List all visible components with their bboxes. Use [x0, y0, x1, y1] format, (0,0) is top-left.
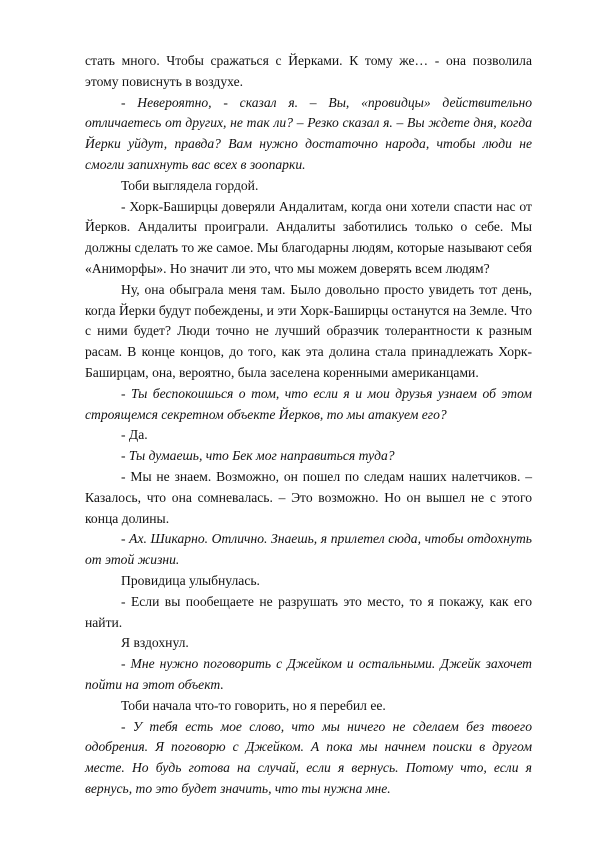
paragraph-16: - У тебя есть мое слово, что мы ничего не сделаем без твоего одобрения. Я поговорю с Джейком. А пока мы начнем поиски в другом месте. Но будь готова на случай, если я вернусь. Потому что, если я вернусь, то это будет значить, что ты нужна мне.: [85, 718, 532, 796]
paragraph-9: - Мы не знаем. Возможно, он пошел по следам наших налетчиков. – Казалось, что она сомневалась. – Это возможно. Но он вышел не с этого конца долины.: [85, 468, 532, 526]
paragraph-5: Ну, она обыграла меня там. Было довольно просто увидеть тот день, когда Йерки будут побеждены, и эти Хорк-Баширцы останутся на Земле. Что с ними будет? Люди точно не лучший образчик толерантности к разным расам. В конце концов, до того, как эта долина стала принадлежать Хорк-Баширцам, она, вероятно, была заселена коренными американцами.: [85, 281, 532, 380]
paragraph-8: - Ты думаешь, что Бек мог направиться туда?: [121, 448, 395, 464]
paragraph-10: - Ах. Шикарно. Отлично. Знаешь, я прилетел сюда, чтобы отдохнуть от этой жизни.: [85, 531, 532, 568]
paragraph-7: - Да.: [121, 427, 148, 443]
paragraph-13: Я вздохнул.: [121, 635, 189, 651]
paragraph-12: - Если вы пообещаете не разрушать это место, то я покажу, как его найти.: [85, 593, 532, 630]
paragraph-4: - Хорк-Баширцы доверяли Андалитам, когда они хотели спасти нас от Йерков. Андалиты проиграли. Андалиты заботились только о себе. Мы должны сделать то же самое. Мы благодарны людям, которые называют себя «Аниморфы». Но значит ли это, что мы можем доверять всем людям?: [85, 198, 532, 276]
paragraph-11: Провидица улыбнулась.: [121, 572, 260, 588]
paragraph-14: - Мне нужно поговорить с Джейком и остальными. Джейк захочет пойти на этот объект.: [85, 656, 532, 692]
paragraph-15: Тоби начала что-то говорить, но я перебил ее.: [121, 697, 386, 713]
paragraph-2: - Невероятно, - сказал я. – Вы, «провидцы» действительно отличаетесь от других, не так ли? – Резко сказал я. – Вы ждете дня, когда Йерки уйдут, правда? Вам нужно достаточно народа, чтобы люди не смогли запихнуть вас всех в зоопарки.: [85, 94, 532, 172]
document-page: [85, 51, 532, 800]
paragraph-6: - Ты беспокоишься о том, что если я и мои друзья узнаем об этом строящемся секретном объекте Йерков, то мы атакуем его?: [85, 385, 532, 422]
paragraph-3: Тоби выглядела гордой.: [121, 177, 259, 193]
paragraph-1: стать много. Чтобы сражаться с Йерками. К тому же… - она позволила этому повиснуть в воздухе.: [85, 53, 532, 89]
